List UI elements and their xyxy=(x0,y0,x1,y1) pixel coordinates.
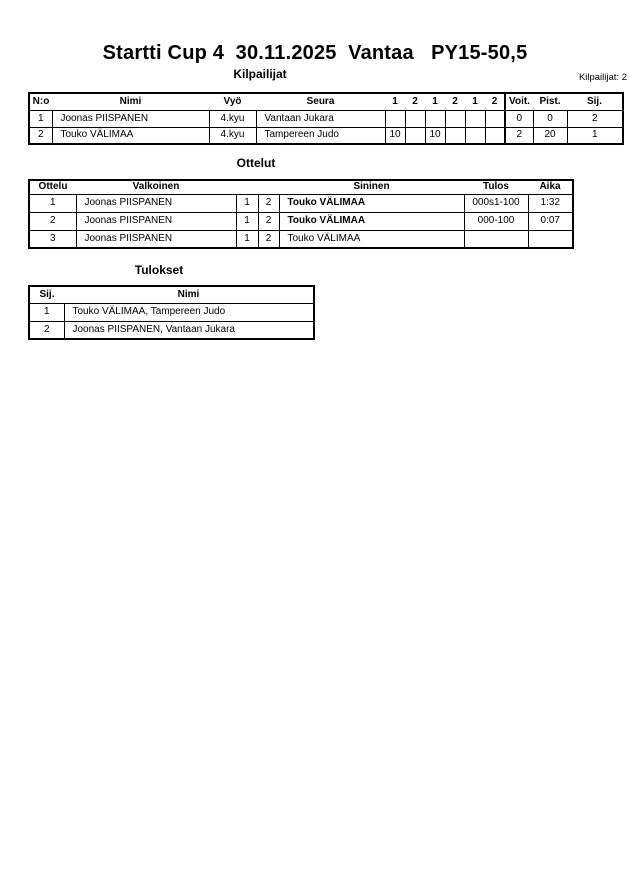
cell-white-no: 1 xyxy=(236,212,258,230)
cell-belt: 4.kyu xyxy=(209,127,256,144)
cell-blue-no: 2 xyxy=(258,194,279,212)
cell-score-5 xyxy=(465,110,485,127)
cell-white: Joonas PIISPANEN xyxy=(76,212,236,230)
cell-score-3 xyxy=(425,110,445,127)
cell-points: 0 xyxy=(533,110,567,127)
header-score-2: 2 xyxy=(405,93,425,110)
competitor-row xyxy=(29,110,623,127)
header-name: Nimi xyxy=(64,286,314,303)
header-wins: Voit. xyxy=(505,93,533,110)
cell-place: 2 xyxy=(29,321,64,339)
matches-table xyxy=(28,179,574,249)
header-place: Sij. xyxy=(29,286,64,303)
header-place: Sij. xyxy=(567,93,623,110)
cell-place: 1 xyxy=(29,303,64,321)
cell-time xyxy=(528,230,573,248)
results-table xyxy=(28,285,315,340)
cell-white: Joonas PIISPANEN xyxy=(76,230,236,248)
header-score-5: 1 xyxy=(465,93,485,110)
cell-name: Joonas PIISPANEN, Vantaan Jukara xyxy=(64,321,314,339)
cell-place: 2 xyxy=(567,110,623,127)
cell-time: 0:07 xyxy=(528,212,573,230)
result-row xyxy=(29,303,314,321)
cell-blue-no: 2 xyxy=(258,230,279,248)
cell-white-no: 1 xyxy=(236,194,258,212)
header-match: Ottelu xyxy=(29,180,76,194)
competitors-header-row xyxy=(29,93,623,110)
cell-match: 2 xyxy=(29,212,76,230)
cell-no: 2 xyxy=(29,127,52,144)
cell-score-4 xyxy=(445,127,465,144)
results-header-row xyxy=(29,286,314,303)
header-score-3: 1 xyxy=(425,93,445,110)
header-white-no xyxy=(236,180,258,194)
matches-header-row xyxy=(29,180,573,194)
match-row xyxy=(29,212,573,230)
cell-wins: 2 xyxy=(505,127,533,144)
cell-score-3: 10 xyxy=(425,127,445,144)
matches-caption: Ottelut xyxy=(236,156,276,170)
cell-name: Touko VÄLIMAA, Tampereen Judo xyxy=(64,303,314,321)
cell-blue: Touko VÄLIMAA xyxy=(279,194,464,212)
cell-wins: 0 xyxy=(505,110,533,127)
cell-white-no: 1 xyxy=(236,230,258,248)
cell-blue-no: 2 xyxy=(258,212,279,230)
header-white: Valkoinen xyxy=(76,180,236,194)
header-time: Aika xyxy=(528,180,573,194)
competitors-count-label: Kilpailijat: 2 xyxy=(578,72,627,83)
cell-blue: Touko VÄLIMAA xyxy=(279,230,464,248)
cell-score-6 xyxy=(485,110,505,127)
competitor-row xyxy=(29,127,623,144)
cell-time: 1:32 xyxy=(528,194,573,212)
cell-no: 1 xyxy=(29,110,52,127)
page-title: Startti Cup 4 30.11.2025 Vantaa PY15-50,5 xyxy=(102,42,528,64)
cell-blue: Touko VÄLIMAA xyxy=(279,212,464,230)
cell-score-2 xyxy=(405,127,425,144)
cell-name: Touko VÄLIMAA xyxy=(52,127,209,144)
cell-score-6 xyxy=(485,127,505,144)
header-score-4: 2 xyxy=(445,93,465,110)
cell-score-4 xyxy=(445,110,465,127)
cell-place: 1 xyxy=(567,127,623,144)
results-caption: Tulokset xyxy=(134,263,184,277)
cell-result xyxy=(464,230,528,248)
header-blue-no xyxy=(258,180,279,194)
header-blue: Sininen xyxy=(279,180,464,194)
cell-match: 1 xyxy=(29,194,76,212)
cell-club: Tampereen Judo xyxy=(256,127,385,144)
cell-score-5 xyxy=(465,127,485,144)
header-score-1: 1 xyxy=(385,93,405,110)
cell-score-1 xyxy=(385,110,405,127)
header-points: Pist. xyxy=(533,93,567,110)
header-club: Seura xyxy=(256,93,385,110)
competitors-caption: Kilpailijat xyxy=(233,67,287,81)
result-row xyxy=(29,321,314,339)
cell-name: Joonas PIISPANEN xyxy=(52,110,209,127)
cell-score-1: 10 xyxy=(385,127,405,144)
match-row xyxy=(29,230,573,248)
cell-score-2 xyxy=(405,110,425,127)
match-row xyxy=(29,194,573,212)
cell-white: Joonas PIISPANEN xyxy=(76,194,236,212)
header-score-6: 2 xyxy=(485,93,505,110)
competitors-table xyxy=(28,92,624,145)
header-result: Tulos xyxy=(464,180,528,194)
header-no: N:o xyxy=(29,93,52,110)
cell-points: 20 xyxy=(533,127,567,144)
cell-result: 000s1-100 xyxy=(464,194,528,212)
cell-result: 000-100 xyxy=(464,212,528,230)
cell-match: 3 xyxy=(29,230,76,248)
cell-club: Vantaan Jukara xyxy=(256,110,385,127)
cell-belt: 4.kyu xyxy=(209,110,256,127)
header-belt: Vyö xyxy=(209,93,256,110)
header-name: Nimi xyxy=(52,93,209,110)
